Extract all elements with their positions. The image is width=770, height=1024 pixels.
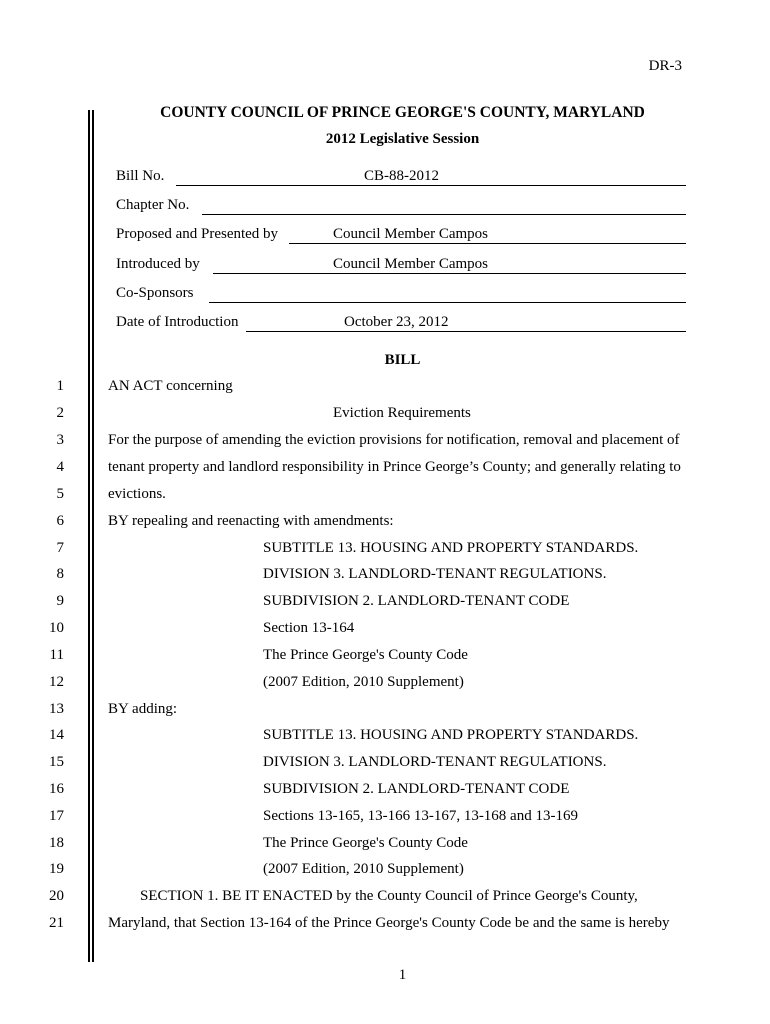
line-number: 13 bbox=[49, 701, 64, 717]
field-underline bbox=[176, 185, 686, 186]
line-text: Sections 13-165, 13-166 13-167, 13-168 and 13-169 bbox=[263, 808, 578, 824]
field-value: Council Member Campos bbox=[333, 256, 488, 272]
line-text: AN ACT concerning bbox=[108, 378, 233, 394]
field-label: Introduced by bbox=[116, 256, 200, 272]
line-number: 2 bbox=[56, 405, 64, 421]
line-text: tenant property and landlord responsibility in Prince George’s County; and generally relating to bbox=[108, 459, 681, 475]
line-text: SUBTITLE 13. HOUSING AND PROPERTY STANDARDS. bbox=[263, 727, 639, 743]
line-text: BY adding: bbox=[108, 701, 178, 717]
line-number: 15 bbox=[49, 754, 64, 770]
council-title: COUNTY COUNCIL OF PRINCE GEORGE'S COUNTY, MARYLAND bbox=[160, 104, 645, 121]
line-number: 7 bbox=[56, 540, 64, 556]
line-number: 19 bbox=[49, 861, 64, 877]
field-label: Date of Introduction bbox=[116, 314, 239, 330]
line-number: 10 bbox=[49, 620, 64, 636]
field-value: October 23, 2012 bbox=[344, 314, 449, 330]
line-text: SECTION 1. BE IT ENACTED by the County Council of Prince George's County, bbox=[140, 888, 638, 904]
field-value: CB-88-2012 bbox=[364, 168, 439, 184]
document-id: DR-3 bbox=[648, 58, 682, 74]
line-text: SUBDIVISION 2. LANDLORD-TENANT CODE bbox=[263, 781, 570, 797]
line-number: 8 bbox=[56, 566, 64, 582]
field-label: Bill No. bbox=[116, 168, 165, 184]
field-label: Co-Sponsors bbox=[116, 285, 194, 301]
line-text: evictions. bbox=[108, 486, 166, 502]
line-text: BY repealing and reenacting with amendments: bbox=[108, 513, 394, 529]
page-number: 1 bbox=[398, 967, 407, 983]
line-text: For the purpose of amending the eviction provisions for notification, removal and placement of bbox=[108, 432, 680, 448]
line-number: 20 bbox=[49, 888, 64, 904]
line-number: 11 bbox=[49, 647, 64, 663]
line-text: (2007 Edition, 2010 Supplement) bbox=[263, 674, 464, 690]
line-text: SUBTITLE 13. HOUSING AND PROPERTY STANDARDS. bbox=[263, 540, 639, 556]
line-number: 6 bbox=[56, 513, 64, 529]
field-underline bbox=[202, 214, 686, 215]
line-number: 4 bbox=[56, 459, 64, 475]
field-underline bbox=[246, 331, 686, 332]
bill-heading: BILL bbox=[384, 352, 421, 368]
field-value: Council Member Campos bbox=[333, 226, 488, 242]
line-number: 12 bbox=[49, 674, 64, 690]
line-number: 9 bbox=[56, 593, 64, 609]
margin-rule-left bbox=[88, 110, 90, 962]
line-number: 21 bbox=[49, 915, 64, 931]
field-underline bbox=[289, 243, 686, 244]
line-text: DIVISION 3. LANDLORD-TENANT REGULATIONS. bbox=[263, 566, 607, 582]
line-number: 18 bbox=[49, 835, 64, 851]
line-text: (2007 Edition, 2010 Supplement) bbox=[263, 861, 464, 877]
line-text: Section 13-164 bbox=[263, 620, 355, 636]
line-text: Maryland, that Section 13-164 of the Prince George's County Code be and the same is hereby bbox=[108, 915, 670, 931]
line-number: 16 bbox=[49, 781, 64, 797]
line-text: The Prince George's County Code bbox=[263, 835, 468, 851]
line-number: 1 bbox=[56, 378, 64, 394]
field-underline bbox=[213, 273, 686, 274]
line-text: The Prince George's County Code bbox=[263, 647, 468, 663]
line-text: DIVISION 3. LANDLORD-TENANT REGULATIONS. bbox=[263, 754, 607, 770]
line-number: 17 bbox=[49, 808, 64, 824]
field-label: Chapter No. bbox=[116, 197, 190, 213]
line-number: 3 bbox=[56, 432, 64, 448]
field-label: Proposed and Presented by bbox=[116, 226, 279, 242]
line-number: 5 bbox=[56, 486, 64, 502]
field-underline bbox=[209, 302, 686, 303]
margin-rule-right bbox=[92, 110, 94, 962]
line-number: 14 bbox=[49, 727, 64, 743]
line-text: Eviction Requirements bbox=[333, 405, 471, 421]
line-text: SUBDIVISION 2. LANDLORD-TENANT CODE bbox=[263, 593, 570, 609]
session-title: 2012 Legislative Session bbox=[325, 131, 480, 147]
